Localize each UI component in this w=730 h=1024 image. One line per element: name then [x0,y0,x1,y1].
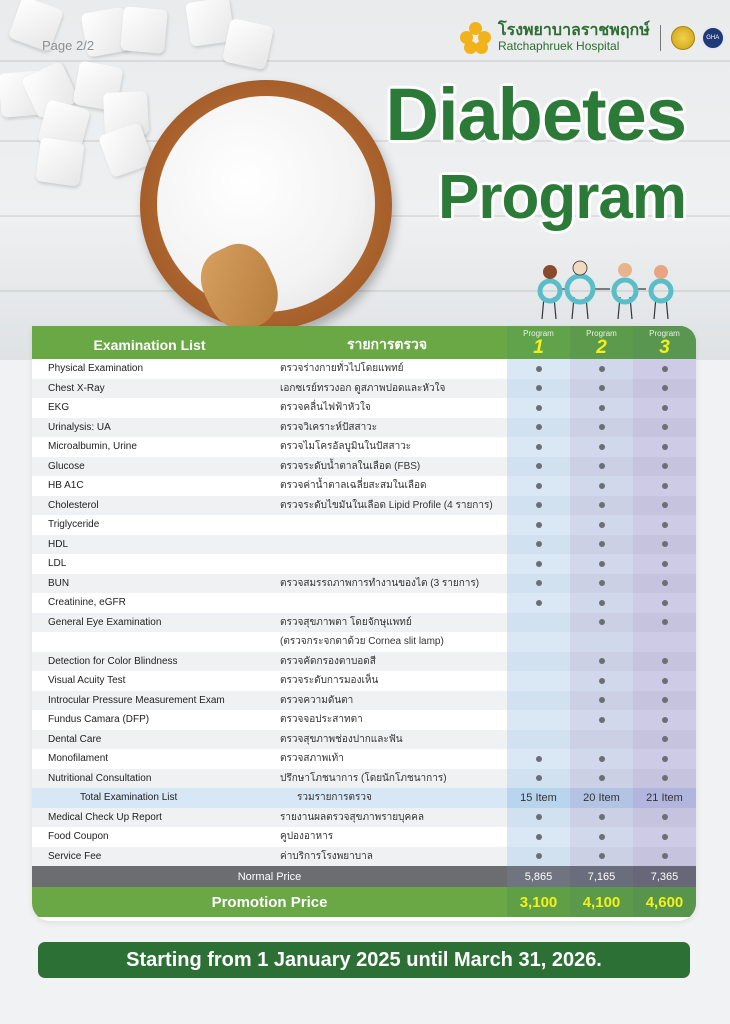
included-dot-icon [599,756,605,762]
exam-name-en: HDL [32,535,267,555]
table-row [32,515,696,535]
included-dot-icon [662,522,668,528]
program-2-cell [570,827,633,847]
program-3-cell [633,808,696,828]
program-3-cell [633,613,696,633]
program-1-cell [507,847,570,867]
program-label: Program [586,329,617,338]
program-2-cell [570,418,633,438]
program-1-cell [507,593,570,613]
exam-name-th: ตรวจสุขภาพช่องปากและฟัน [267,730,507,750]
program-2-cell [570,632,633,652]
program-3-cell [633,652,696,672]
included-dot-icon [536,853,542,859]
exam-name-th: ตรวจสภาพเท้า [267,749,507,769]
included-dot-icon [599,580,605,586]
included-dot-icon [662,600,668,606]
program-3-cell [633,535,696,555]
program-2-cell [570,710,633,730]
exam-name-th [267,593,507,613]
exam-name-en: Service Fee [32,847,267,867]
program-1-cell [507,632,570,652]
program-3-cell [633,379,696,399]
included-dot-icon [599,775,605,781]
exam-name-th: คูปองอาหาร [267,827,507,847]
exam-name-en: Visual Acuity Test [32,671,267,691]
included-dot-icon [662,814,668,820]
exam-name-th: ตรวจระดับไขมันในเลือด Lipid Profile (4 รายการ) [267,496,507,516]
program-2-cell [570,437,633,457]
exam-name-en: Physical Examination [32,359,267,379]
normal-price-row [32,866,696,887]
program-2-cell [570,554,633,574]
header-examination-list: Examination List [93,336,206,353]
exam-name-th: ตรวจร่างกายทั่วไปโดยแพทย์ [267,359,507,379]
program-1-cell [507,749,570,769]
included-dot-icon [599,385,605,391]
included-dot-icon [662,834,668,840]
table-row [32,496,696,516]
program-2-cell [570,847,633,867]
program-1-cell [507,379,570,399]
exam-name-th: ค่าบริการโรงพยาบาล [267,847,507,867]
exam-name-th: ตรวจค่าน้ำตาลเฉลี่ยสะสมในเลือด [267,476,507,496]
sugar-cube [222,18,274,70]
program-1-cell [507,476,570,496]
program-3-cell [633,827,696,847]
included-dot-icon [599,502,605,508]
included-dot-icon [536,405,542,411]
table-row [32,476,696,496]
included-dot-icon [599,366,605,372]
exam-name-th: ตรวจจอประสาทตา [267,710,507,730]
table-row [32,749,696,769]
exam-name-th: รายงานผลตรวจสุขภาพรายบุคคล [267,808,507,828]
exam-name-en: Introcular Pressure Measurement Exam [32,691,267,711]
normal-price-program-1: 5,865 [507,866,570,887]
program-1-cell [507,652,570,672]
program-1-cell [507,691,570,711]
normal-price-label: Normal Price [237,870,302,883]
table-header [32,326,696,359]
program-2-cell [570,749,633,769]
included-dot-icon [662,697,668,703]
table-row [32,652,696,672]
exam-name-en: Creatinine, eGFR [32,593,267,613]
included-dot-icon [662,561,668,567]
cartoon-people-illustration [532,255,682,330]
exam-name-en: Microalbumin, Urine [32,437,267,457]
program-3-cell [633,671,696,691]
exam-name-en: Glucose [32,457,267,477]
table-body [32,359,696,866]
program-1-cell [507,496,570,516]
exam-name-en: Nutritional Consultation [32,769,267,789]
program-1-cell [507,710,570,730]
promotion-price-program-3: 4,600 [633,887,696,917]
included-dot-icon [662,541,668,547]
promotion-price-program-1: 3,100 [507,887,570,917]
exam-name-th [267,554,507,574]
exam-name-en: HB A1C [32,476,267,496]
program-1-cell [507,554,570,574]
header-examination-list-th: รายการตรวจ [346,335,428,352]
included-dot-icon [662,502,668,508]
program-1-cell [507,613,570,633]
exam-name-th: ตรวจคลื่นไฟฟ้าหัวใจ [267,398,507,418]
included-dot-icon [662,853,668,859]
program-1-cell [507,769,570,789]
program-3-cell [633,418,696,438]
exam-name-th: ปรึกษาโภชนาการ (โดยนักโภชนาการ) [267,769,507,789]
exam-name-en [32,632,267,652]
exam-name-th: ตรวจความดันตา [267,691,507,711]
included-dot-icon [662,463,668,469]
included-dot-icon [599,483,605,489]
included-dot-icon [599,834,605,840]
exam-name-en: BUN [32,574,267,594]
included-dot-icon [599,814,605,820]
included-dot-icon [536,600,542,606]
program-3-cell [633,496,696,516]
program-2-cell [570,515,633,535]
exam-name-th: ตรวจไมโครอัลบูมินในปัสสาวะ [267,437,507,457]
flower-logo-icon [460,22,492,54]
program-2-cell [570,613,633,633]
hospital-logo [460,22,725,54]
program-2-cell [570,671,633,691]
exam-name-th: ตรวจคัดกรองตาบอดสี [267,652,507,672]
title-line2: Program [438,163,686,232]
program-2-cell [570,379,633,399]
header-program-2 [570,326,633,359]
total-count-program-2: 20 Item [570,788,633,808]
program-2-cell [570,652,633,672]
exam-name-en: Chest X-Ray [32,379,267,399]
program-3-cell [633,749,696,769]
included-dot-icon [536,775,542,781]
included-dot-icon [599,600,605,606]
exam-name-th: (ตรวจกระจกตาด้วย Cornea slit lamp) [267,632,507,652]
program-1-cell [507,515,570,535]
table-row [32,671,696,691]
program-1-cell [507,574,570,594]
included-dot-icon [536,541,542,547]
included-dot-icon [536,444,542,450]
program-2-cell [570,535,633,555]
exam-name-th: ตรวจระดับน้ำตาลในเลือด (FBS) [267,457,507,477]
program-3-cell [633,593,696,613]
included-dot-icon [536,522,542,528]
exam-name-th [267,535,507,555]
program-2-cell [570,730,633,750]
program-1-cell [507,535,570,555]
table-row [32,554,696,574]
exam-name-en: Food Coupon [32,827,267,847]
program-label: Program [649,329,680,338]
included-dot-icon [599,658,605,664]
table-row [32,593,696,613]
sugar-cube [120,6,168,54]
program-3-cell [633,515,696,535]
header-program-3 [633,326,696,359]
program-3-cell [633,398,696,418]
promotion-price-label: Promotion Price [211,893,328,911]
table-row [32,457,696,477]
included-dot-icon [599,697,605,703]
included-dot-icon [662,619,668,625]
promotion-period-banner: Starting from 1 January 2025 until March 31, 2026. [38,942,690,978]
included-dot-icon [536,366,542,372]
page-label: Page 2/2 [42,38,95,53]
program-1-cell [507,398,570,418]
table-row [32,398,696,418]
table-row [32,379,696,399]
included-dot-icon [536,502,542,508]
program-3-cell [633,710,696,730]
included-dot-icon [662,756,668,762]
included-dot-icon [599,853,605,859]
program-2-cell [570,691,633,711]
header-program-1 [507,326,570,359]
promotion-price-program-2: 4,100 [570,887,633,917]
included-dot-icon [536,580,542,586]
included-dot-icon [599,619,605,625]
program-3-cell [633,632,696,652]
table-row [32,730,696,750]
included-dot-icon [536,463,542,469]
included-dot-icon [662,717,668,723]
table-row [32,808,696,828]
exam-name-en: Monofilament [32,749,267,769]
exam-name-th: ตรวจวิเคราะห์ปัสสาวะ [267,418,507,438]
program-2-cell [570,398,633,418]
exam-name-en: Fundus Camara (DFP) [32,710,267,730]
program-1-cell [507,418,570,438]
program-2-cell [570,457,633,477]
included-dot-icon [599,717,605,723]
hospital-name-th: โรงพยาบาลราชพฤกษ์ [498,22,650,40]
program-number: 1 [533,337,544,358]
program-2-cell [570,593,633,613]
exam-name-en: Cholesterol [32,496,267,516]
exam-name-th: รวมรายการตรวจ [267,788,507,808]
table-row [32,710,696,730]
program-3-cell [633,554,696,574]
program-3-cell [633,574,696,594]
included-dot-icon [662,366,668,372]
program-2-cell [570,808,633,828]
exam-name-th: ตรวจสุขภาพตา โดยจักษุแพทย์ [267,613,507,633]
promotion-price-row [32,887,696,917]
program-2-cell [570,359,633,379]
exam-name-en: Urinalysis: UA [32,418,267,438]
included-dot-icon [599,522,605,528]
program-1-cell [507,359,570,379]
program-number: 3 [659,337,670,358]
exam-name-en: EKG [32,398,267,418]
table-row [32,827,696,847]
accreditation-gold-seal-icon [671,26,695,50]
exam-name-en: Triglyceride [32,515,267,535]
total-count-program-3: 21 Item [633,788,696,808]
program-3-cell [633,437,696,457]
program-1-cell [507,730,570,750]
program-3-cell [633,457,696,477]
program-3-cell [633,359,696,379]
included-dot-icon [662,775,668,781]
included-dot-icon [662,424,668,430]
program-3-cell [633,847,696,867]
included-dot-icon [599,678,605,684]
exam-name-en: General Eye Examination [32,613,267,633]
table-row [32,359,696,379]
included-dot-icon [599,541,605,547]
included-dot-icon [599,424,605,430]
exam-name-en: Total Examination List [32,788,267,808]
included-dot-icon [662,678,668,684]
included-dot-icon [662,385,668,391]
exam-name-en: Medical Check Up Report [32,808,267,828]
included-dot-icon [662,580,668,586]
included-dot-icon [662,658,668,664]
total-row [32,788,696,808]
program-number: 2 [596,337,607,358]
exam-name-en: Detection for Color Blindness [32,652,267,672]
table-row [32,418,696,438]
program-1-cell [507,808,570,828]
normal-price-program-3: 7,365 [633,866,696,887]
table-row [32,437,696,457]
program-2-cell [570,476,633,496]
program-1-cell [507,827,570,847]
table-row [32,535,696,555]
table-row [32,613,696,633]
program-2-cell [570,496,633,516]
program-1-cell [507,457,570,477]
sugar-cube [35,137,85,187]
table-row [32,847,696,867]
program-3-cell [633,730,696,750]
included-dot-icon [536,483,542,489]
included-dot-icon [536,756,542,762]
program-2-cell [570,769,633,789]
accreditation-gha-seal-icon: GHA [701,26,725,50]
included-dot-icon [599,463,605,469]
program-3-cell [633,476,696,496]
program-label: Program [523,329,554,338]
exam-name-th: ตรวจระดับการมองเห็น [267,671,507,691]
included-dot-icon [536,834,542,840]
included-dot-icon [599,444,605,450]
program-1-cell [507,437,570,457]
total-count-program-1: 15 Item [507,788,570,808]
included-dot-icon [662,736,668,742]
table-row [32,632,696,652]
included-dot-icon [662,444,668,450]
hospital-name-en: Ratchaphruek Hospital [498,39,620,54]
included-dot-icon [536,424,542,430]
title-line1: Diabetes [385,73,686,156]
exam-name-th: ตรวจสมรรถภาพการทำงานของไต (3 รายการ) [267,574,507,594]
table-row [32,574,696,594]
exam-name-en: LDL [32,554,267,574]
table-row [32,691,696,711]
exam-name-th [267,515,507,535]
program-3-cell [633,691,696,711]
program-3-cell [633,769,696,789]
included-dot-icon [599,405,605,411]
table-row [32,769,696,789]
included-dot-icon [536,385,542,391]
program-table [32,326,696,921]
program-2-cell [570,574,633,594]
program-1-cell [507,671,570,691]
logo-divider [660,25,661,51]
normal-price-program-2: 7,165 [570,866,633,887]
included-dot-icon [599,561,605,567]
exam-name-en: Dental Care [32,730,267,750]
included-dot-icon [662,405,668,411]
exam-name-th: เอกซเรย์ทรวงอก ดูสภาพปอดและหัวใจ [267,379,507,399]
included-dot-icon [662,483,668,489]
included-dot-icon [536,561,542,567]
included-dot-icon [536,814,542,820]
